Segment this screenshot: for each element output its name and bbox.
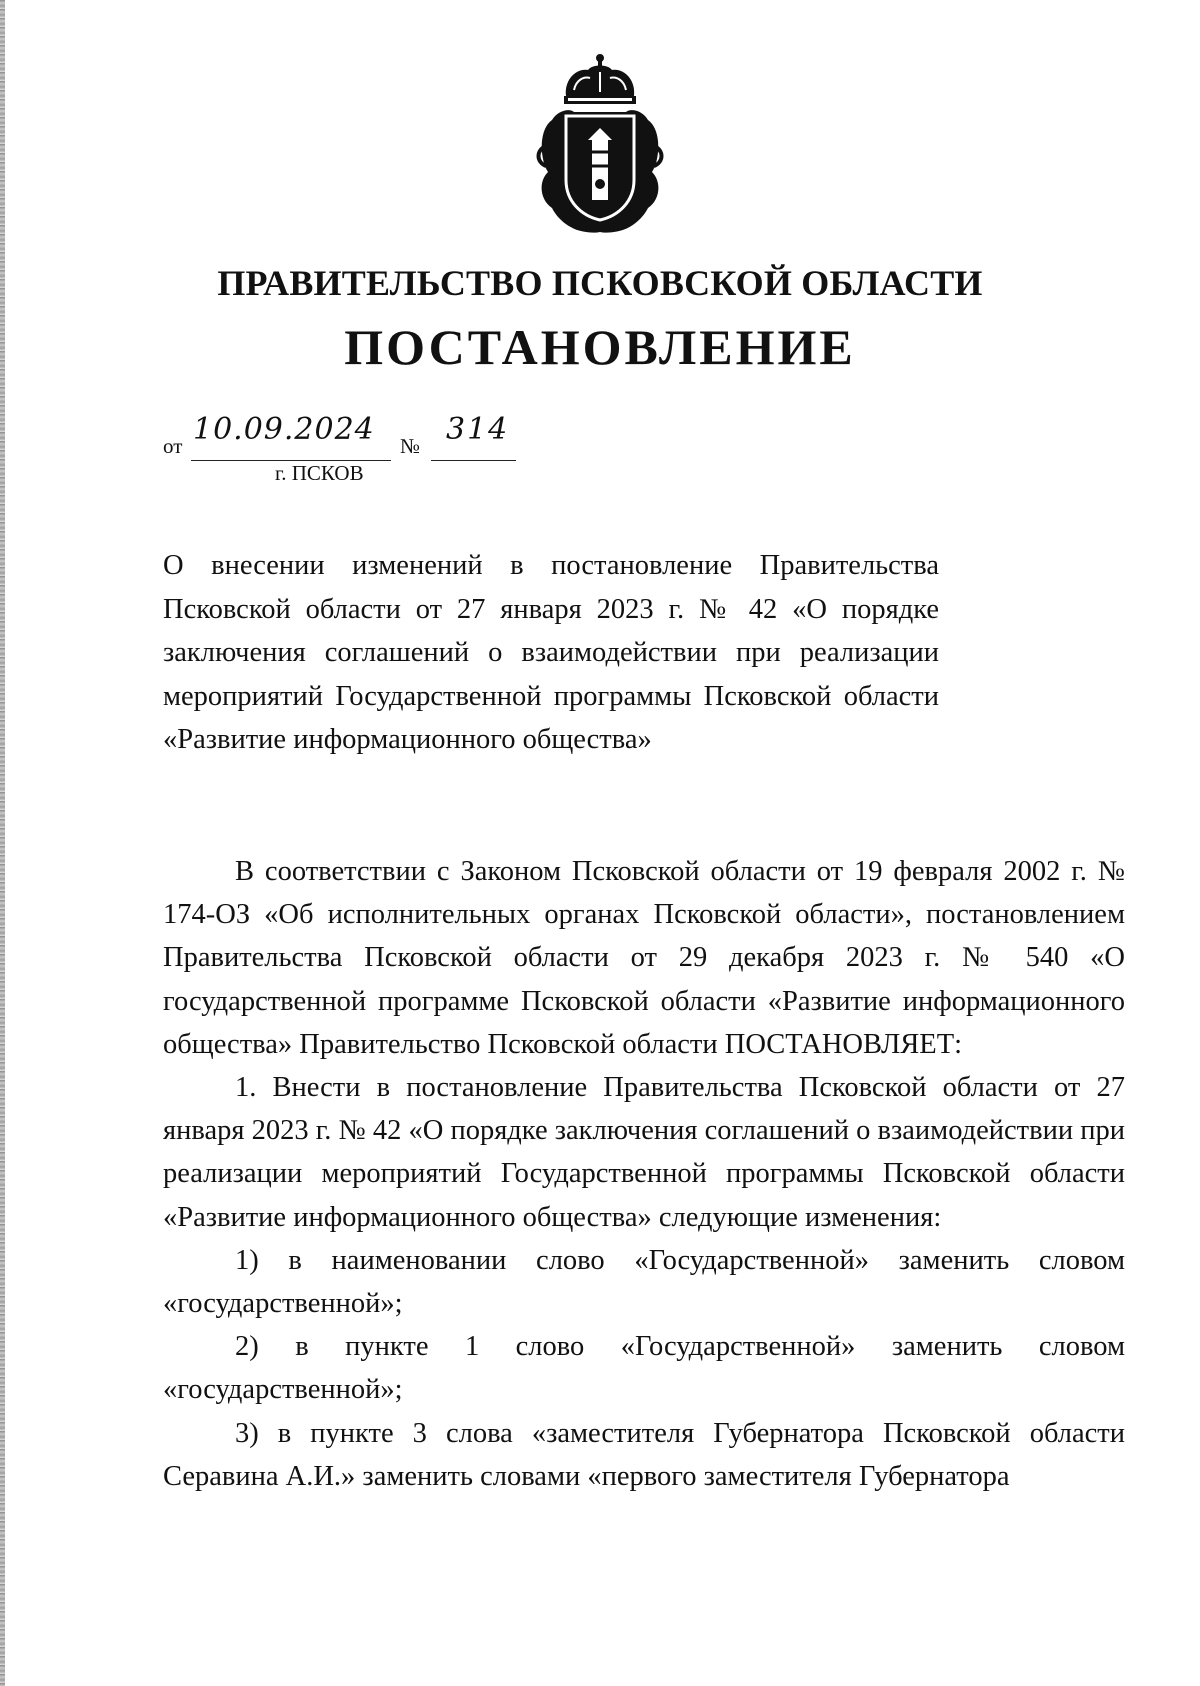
date-prefix: от: [163, 434, 183, 458]
city-name: г. ПСКОВ: [275, 461, 364, 485]
handwritten-number: 314: [446, 412, 510, 447]
handwritten-date: 10.09.2024: [193, 412, 375, 447]
body-paragraph: 1) в наименовании слово «Государственной» заменить словом «государственной»;: [163, 1244, 1125, 1320]
body-paragraph: 2) в пункте 1 слово «Государственной» заменить словом «государственной»;: [163, 1331, 1125, 1406]
number-underline: [431, 460, 516, 461]
document-type-title: ПОСТАНОВЛЕНИЕ: [344, 319, 856, 375]
document-body: [163, 850, 1125, 1498]
number-prefix: №: [400, 434, 421, 458]
organization-title: ПРАВИТЕЛЬСТВО ПСКОВСКОЙ ОБЛАСТИ: [217, 263, 983, 303]
coat-of-arms-emblem: [530, 50, 670, 240]
document-subject: О внесении изменений в постановление Правительства Псковской области от 27 января 2023 г. № 42 «О порядке заключения соглашений о взаимодействии при реализации мероприятий Государственной программы Псковской области «Развитие информационного общества»: [163, 550, 939, 755]
scan-edge: [0, 0, 5, 1686]
body-paragraph: 1. Внести в постановление Правительства Псковской области от 27 января 2023 г. № 42 «О порядке заключения соглашений о взаимодействии при реализации мероприятий Государственной программы Псковской области «Развитие информационного общества» следующие изменения:: [163, 1072, 1125, 1233]
body-paragraph: 3) в пункте 3 слова «заместителя Губернатора Псковской области Серавина А.И.» заменить словами «первого заместителя Губернатора: [163, 1417, 1125, 1492]
body-paragraph: В соответствии с Законом Псковской области от 19 февраля 2002 г. № 174-ОЗ «Об исполнительных органах Псковской области», постановлением Правительства Псковской области от 29 декабря 2023 г. № 540 «О государственной программе Псковской области «Развитие информационного общества» Правительство Псковской области ПОСТАНОВЛЯЕТ:: [163, 856, 1125, 1060]
